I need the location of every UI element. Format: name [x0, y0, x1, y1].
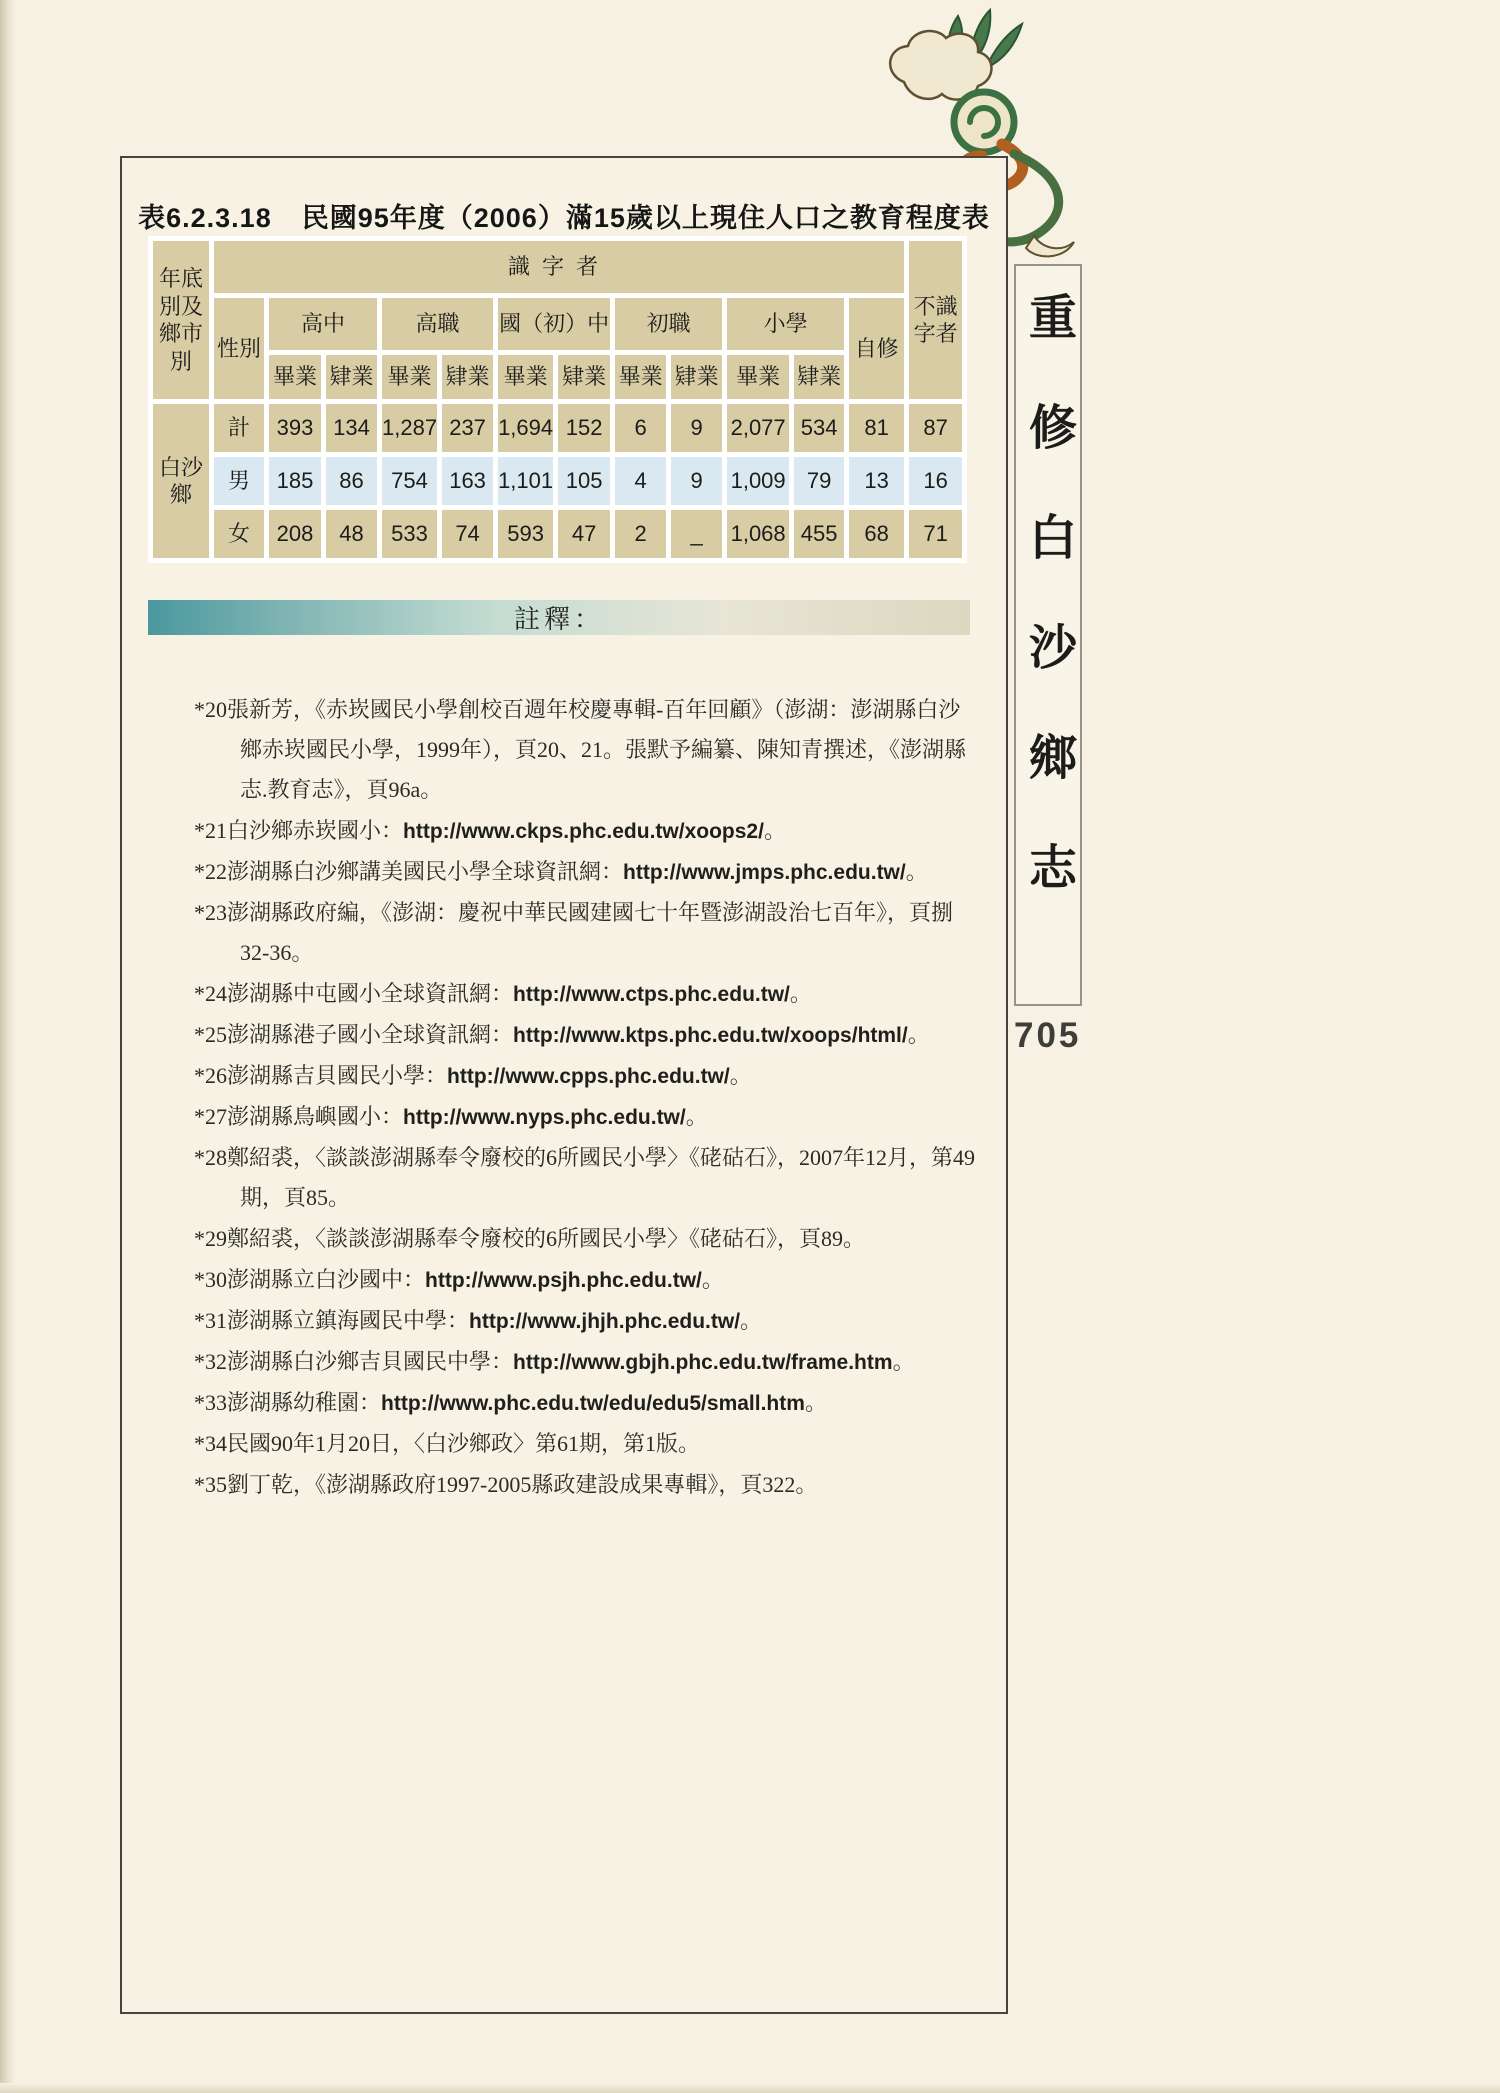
footnote-text: *27澎湖縣鳥嶼國小：	[194, 1104, 404, 1129]
footnote-url: http://www.nyps.phc.edu.tw/	[403, 1106, 686, 1129]
table-cell: 237	[442, 404, 493, 452]
book-title-vertical: 重修白沙鄉志	[1021, 292, 1075, 952]
incomplete-header: 肄業	[794, 355, 844, 399]
table-cell: 2	[615, 510, 666, 558]
content-frame	[120, 156, 1008, 2014]
category-header-junior-high: 國（初）中	[498, 298, 610, 350]
incomplete-header: 肄業	[326, 355, 377, 399]
footnote	[148, 811, 976, 852]
table-cell: 1,287	[382, 404, 437, 452]
graduate-header: 畢業	[498, 355, 553, 399]
side-title-box	[1014, 264, 1082, 1006]
table-header-row	[153, 298, 962, 350]
table-row-male	[153, 457, 962, 505]
education-table	[148, 236, 967, 563]
footnote-url: http://www.cpps.phc.edu.tw/	[447, 1065, 730, 1088]
table-cell: 2,077	[727, 404, 789, 452]
footnote-url: http://www.ckps.phc.edu.tw/xoops2/	[403, 820, 764, 843]
footnote-text: *25澎湖縣港子國小全球資訊網：	[194, 1022, 514, 1047]
table-cell: 152	[558, 404, 610, 452]
gender-cell: 計	[214, 404, 264, 452]
footnote-url: http://www.jmps.phc.edu.tw/	[623, 861, 906, 884]
table-cell: 86	[326, 457, 377, 505]
footnote-text: *29鄭紹裘，〈談談澎湖縣奉令廢校的6所國民小學〉《硓𥑮石》，頁89。	[194, 1226, 866, 1251]
table-row-female	[153, 510, 962, 558]
footnote-text: *35劉丁乾，《澎湖縣政府1997-2005縣政建設成果專輯》，頁322。	[194, 1472, 818, 1497]
graduate-header: 畢業	[727, 355, 789, 399]
table-number: 表6.2.3.18	[138, 203, 272, 233]
table-cell: 533	[382, 510, 437, 558]
footnote	[148, 1424, 976, 1465]
table-cell: 1,009	[727, 457, 789, 505]
table-cell: 208	[269, 510, 321, 558]
footnote-text: 。	[763, 818, 786, 843]
category-header-vocational-high: 高職	[382, 298, 493, 350]
footnote-text: *21白沙鄉赤崁國小：	[194, 818, 404, 843]
table-cell: 163	[442, 457, 493, 505]
footnote-text: *20張新芳，《赤崁國民小學創校百週年校慶專輯-百年回顧》（澎湖：澎湖縣白沙鄉赤崁國民小學，1999年），頁20、21。張默予編纂、陳知青撰述，《澎湖縣志.教育志》，頁96a。	[194, 697, 967, 802]
footnote-url: http://www.phc.edu.tw/edu/edu5/small.htm	[381, 1392, 805, 1415]
table-cell: 1,068	[727, 510, 789, 558]
footnote-text: *28鄭紹裘，〈談談澎湖縣奉令廢校的6所國民小學〉《硓𥑮石》，2007年12月，第49期，頁85。	[194, 1145, 976, 1210]
footnote	[148, 1138, 976, 1219]
table-cell: 13	[849, 457, 904, 505]
corner-header: 年底別及鄉市別	[153, 241, 209, 399]
footnote	[148, 974, 976, 1015]
category-header-senior-high: 高中	[269, 298, 377, 350]
footnote-text: *33澎湖縣幼稚園：	[194, 1390, 382, 1415]
footnote-text: *22澎湖縣白沙鄉講美國民小學全球資訊網：	[194, 859, 624, 884]
footnote	[148, 1383, 976, 1424]
table-cell: 9	[671, 404, 722, 452]
footnote-text: 。	[789, 981, 812, 1006]
footnote	[148, 893, 976, 974]
table-cell: 593	[498, 510, 553, 558]
footnotes	[148, 690, 976, 1506]
footnote-text: *32澎湖縣白沙鄉吉貝國民中學：	[194, 1349, 514, 1374]
table-cell: 4	[615, 457, 666, 505]
table-cell: 48	[326, 510, 377, 558]
table-cell: 1,101	[498, 457, 553, 505]
footnote-text: 。	[701, 1267, 724, 1292]
footnote-text: 。	[907, 1022, 930, 1047]
footnote-url: http://www.ktps.phc.edu.tw/xoops/html/	[513, 1024, 908, 1047]
table-cell: 71	[909, 510, 962, 558]
incomplete-header: 肄業	[671, 355, 722, 399]
table-cell: 87	[909, 404, 962, 452]
category-header-elementary: 小學	[727, 298, 844, 350]
footnote	[148, 1056, 976, 1097]
footnote	[148, 1015, 976, 1056]
table-header-row	[153, 355, 962, 399]
notes-header-bar	[148, 600, 970, 635]
footnote-text: *31澎湖縣立鎮海國民中學：	[194, 1308, 470, 1333]
footnote-url: http://www.gbjh.phc.edu.tw/frame.htm	[513, 1351, 893, 1374]
table-cell: 754	[382, 457, 437, 505]
table-row-total	[153, 404, 962, 452]
footnote-text: *30澎湖縣立白沙國中：	[194, 1267, 426, 1292]
footnote	[148, 1342, 976, 1383]
table-cell: 6	[615, 404, 666, 452]
table-caption: 民國95年度（2006）滿15歲以上現住人口之教育程度表	[301, 203, 990, 233]
gender-header: 性別	[214, 298, 264, 399]
footnote-text: *34民國90年1月20日，〈白沙鄉政〉第61期，第1版。	[194, 1431, 701, 1456]
page-bottom-shadow	[0, 2083, 1500, 2093]
table-cell: 134	[326, 404, 377, 452]
table-cell: 393	[269, 404, 321, 452]
footnote-text: 。	[892, 1349, 915, 1374]
literate-header: 識字者	[214, 241, 904, 293]
footnote	[148, 1260, 976, 1301]
footnote	[148, 1465, 976, 1506]
table-cell: 534	[794, 404, 844, 452]
table-title	[122, 196, 1006, 235]
footnote-text: *23澎湖縣政府編，《澎湖：慶祝中華民國建國七十年暨澎湖設治七百年》，頁捌32-36。	[194, 900, 954, 965]
footnote-text: 。	[685, 1104, 708, 1129]
graduate-header: 畢業	[269, 355, 321, 399]
gender-cell: 女	[214, 510, 264, 558]
region-cell: 白沙鄉	[153, 404, 209, 558]
table-cell: 455	[794, 510, 844, 558]
footnote	[148, 1097, 976, 1138]
table-cell: 16	[909, 457, 962, 505]
footnote-url: http://www.ctps.phc.edu.tw/	[513, 983, 790, 1006]
table-cell: 47	[558, 510, 610, 558]
footnote	[148, 1219, 976, 1260]
footnote	[148, 852, 976, 893]
notes-header-label: 註釋：	[513, 605, 604, 634]
incomplete-header: 肄業	[558, 355, 610, 399]
table-header-row	[153, 241, 962, 293]
table-cell: 79	[794, 457, 844, 505]
footnote-url: http://www.psjh.phc.edu.tw/	[425, 1269, 702, 1292]
table-cell: 9	[671, 457, 722, 505]
footnote-text: *26澎湖縣吉貝國民小學：	[194, 1063, 448, 1088]
category-header-junior-vocational: 初職	[615, 298, 722, 350]
table-cell: 185	[269, 457, 321, 505]
footnote-text: 。	[740, 1308, 763, 1333]
graduate-header: 畢業	[382, 355, 437, 399]
footnote-url: http://www.jhjh.phc.edu.tw/	[469, 1310, 741, 1333]
page-number: 705	[1014, 1016, 1082, 1055]
footnote	[148, 690, 976, 811]
table-cell: 74	[442, 510, 493, 558]
footnote-text: 。	[804, 1390, 827, 1415]
illiterate-header: 不識字者	[909, 241, 962, 399]
footnote	[148, 1301, 976, 1342]
table-cell: 1,694	[498, 404, 553, 452]
footnote-text: *24澎湖縣中屯國小全球資訊網：	[194, 981, 514, 1006]
footnote-text: 。	[729, 1063, 752, 1088]
self-study-header: 自修	[849, 298, 904, 399]
incomplete-header: 肄業	[442, 355, 493, 399]
table-cell: 105	[558, 457, 610, 505]
table-cell: _	[671, 510, 722, 558]
footnote-text: 。	[905, 859, 928, 884]
table-cell: 81	[849, 404, 904, 452]
gender-cell: 男	[214, 457, 264, 505]
page-edge-shadow	[0, 0, 16, 2093]
graduate-header: 畢業	[615, 355, 666, 399]
table-cell: 68	[849, 510, 904, 558]
